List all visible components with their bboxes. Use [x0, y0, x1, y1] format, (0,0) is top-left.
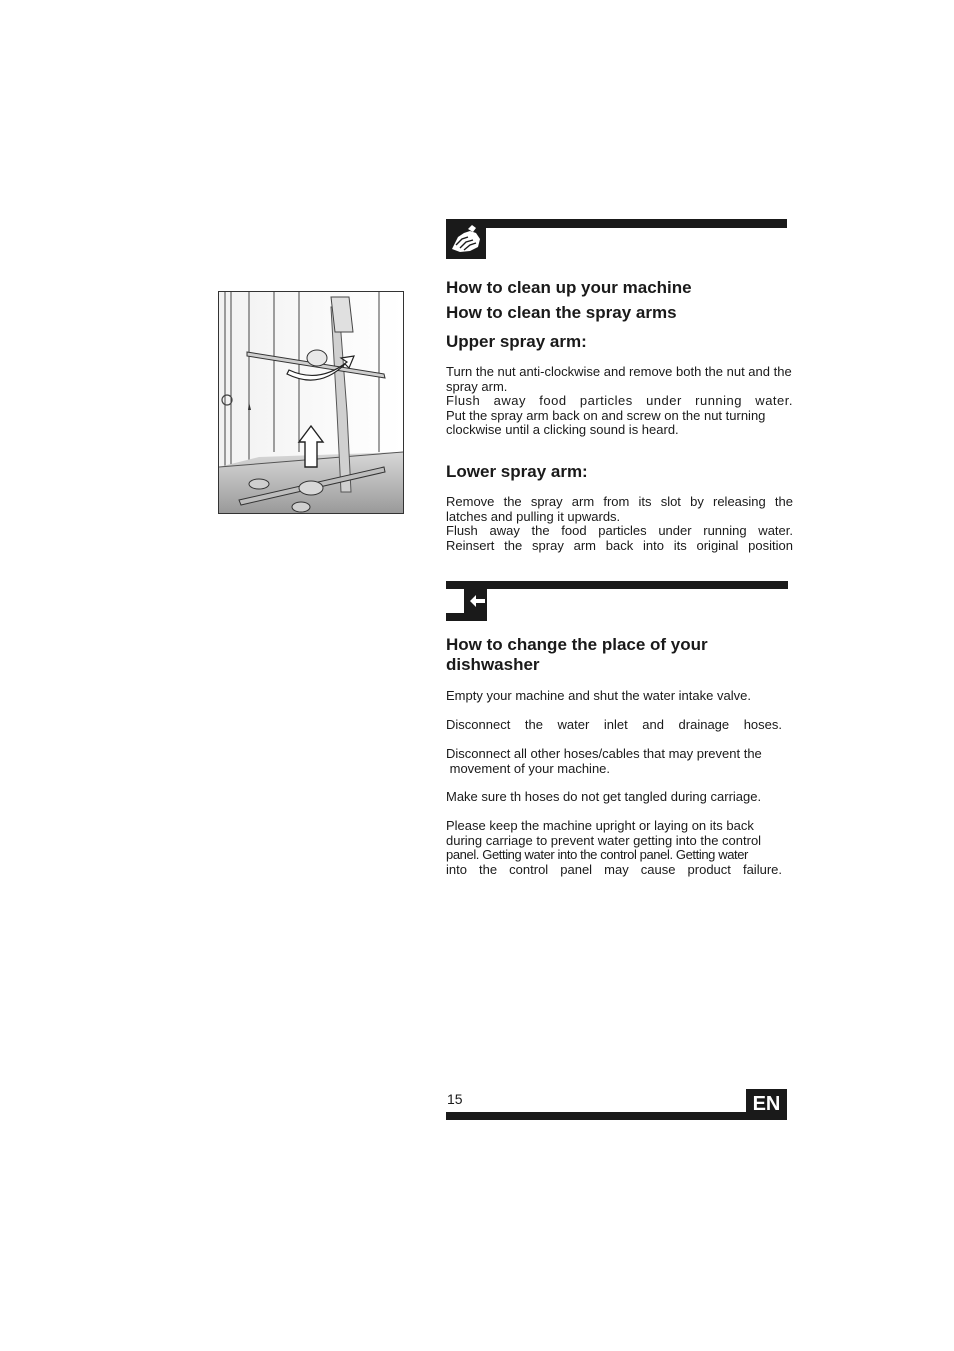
upper-text-line-1: Turn the nut anti-clockwise and remove both the nut and the: [446, 364, 792, 379]
heading-lower-spray-arm: Lower spray arm:: [446, 462, 588, 481]
section-divider-top: [446, 219, 787, 228]
heading-clean-machine: How to clean up your machine: [446, 278, 692, 297]
heading-upper-spray-arm: Upper spray arm:: [446, 332, 587, 351]
lower-text-line-3: Flush away the food particles under running water.: [446, 523, 793, 538]
relocate-arrow-icon: [446, 581, 487, 621]
section-divider-middle: [446, 581, 788, 589]
upper-text-line-4: Put the spray arm back on and screw on the nut turning: [446, 407, 766, 423]
move-text-1: Empty your machine and shut the water intake valve.: [446, 688, 751, 703]
upper-text-line-3: Flush away food particles under running water.: [446, 393, 793, 408]
move-text-5b: during carriage to prevent water getting into the control: [446, 832, 762, 848]
upper-text-line-5: clockwise until a clicking sound is heard.: [446, 422, 679, 437]
lower-spray-arm-text: [446, 495, 793, 553]
move-text-5: [446, 819, 782, 877]
heading-clean-spray-arms: How to clean the spray arms: [446, 303, 677, 322]
move-text-5c: panel. Getting water into the control panel. Getting water: [446, 847, 748, 862]
hand-cleaning-icon: [446, 219, 486, 259]
lower-text-line-1: Remove the spray arm from its slot by releasing the: [446, 494, 793, 509]
move-text-5a: Please keep the machine upright or laying on its back: [446, 818, 754, 833]
page-number: 15: [447, 1091, 463, 1107]
move-text-3: [446, 747, 786, 776]
footer-bar: [446, 1112, 787, 1120]
upper-text-line-2: spray arm.: [446, 378, 508, 394]
move-text-3b: movement of your machine.: [446, 760, 611, 776]
upper-spray-arm-text: [446, 365, 793, 438]
lower-text-line-2: latches and pulling it upwards.: [446, 508, 621, 524]
move-text-2: Disconnect the water inlet and drainage hoses.: [446, 717, 782, 732]
language-badge: EN: [746, 1089, 787, 1120]
move-text-3a: Disconnect all other hoses/cables that may prevent the: [446, 746, 762, 761]
move-text-4: Make sure th hoses do not get tangled during carriage.: [446, 789, 762, 804]
lower-text-line-4: Reinsert the spray arm back into its original position: [446, 537, 793, 553]
spray-arm-illustration: [218, 291, 404, 514]
heading-change-place: How to change the place of your dishwasher: [446, 635, 708, 674]
move-text-5d: into the control panel may cause product failure.: [446, 861, 782, 877]
